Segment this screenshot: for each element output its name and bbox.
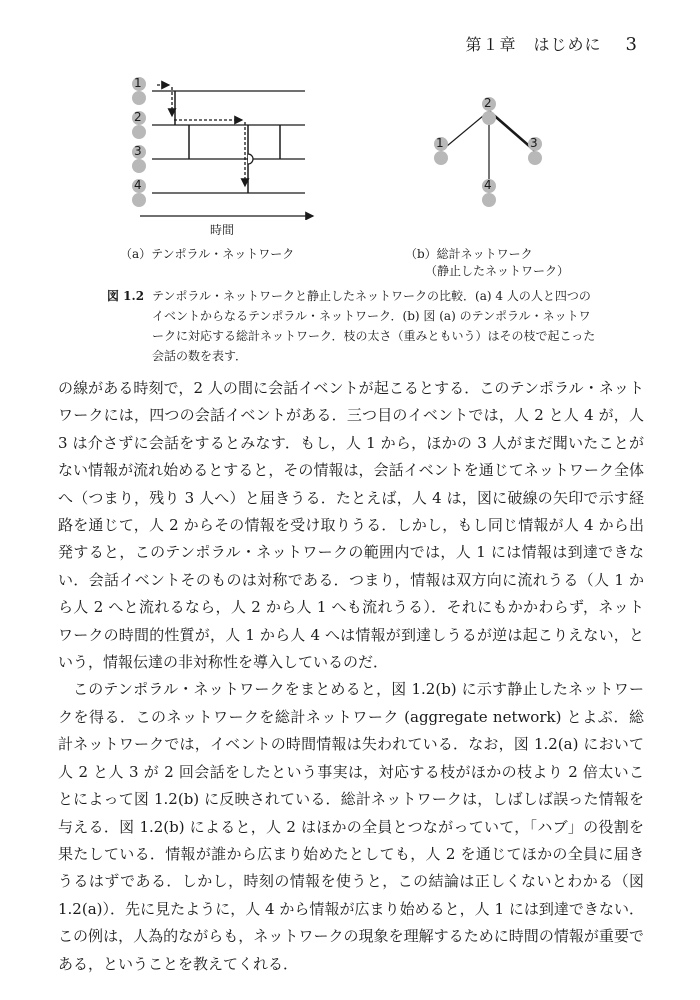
agg-node-4 [482,178,496,207]
subcaption-b [405,245,569,279]
svg-text:3: 3 [530,136,538,150]
figure-number: 図 1.2 [107,289,145,303]
person-node-1 [132,76,146,105]
line-hop [248,154,253,164]
time-axis-label: 時間 [210,223,235,237]
person-node-3 [132,144,146,173]
temporal-network [132,76,313,216]
svg-text:1: 1 [436,136,444,150]
person-node-4 [132,178,146,207]
chapter-title: 第１章 はじめに [465,35,602,54]
figure-1-2 [95,70,615,220]
node-label-3: 3 [134,144,142,158]
svg-text:2: 2 [484,96,492,110]
page-number: 3 [625,34,638,55]
subcaption-b-line2: （静止したネットワーク） [425,264,570,278]
person-node-2 [132,110,146,139]
paragraph: このテンポラル・ネットワークをまとめると，図 1.2(b) に示す静止したネットワークを得る．このネットワークを総計ネットワーク (aggregate network) とよぶ．総計ネットワークでは，イベントの時間情報は失われている．なお，図 1.2(a) において人 2 と人 3 が 2 回会話をしたという事実は，対応する枝がほかの枝より 2 倍太いことによって図 1.2(b) に反映されている．総計ネットワークは，しばしば誤った情報を与える．図 1.2(b) によると，人 2 はほかの全員とつながっていて，「ハブ」の役割を果たしている．情報が誰から広まり始めたとしても，人 2 を通じてほかの全員に届きうるはずである．しかし，時刻の情報を使うと，この結論は正しくないとわかる（図 1.2(a)）．先に見たように，人 4 から情報が広まり始めると，人 1 には到達できない．この例は，人為的ながらも，ネットワークの現象を理解するために時間の情報が重要である，ということを教えてくれる． [58,680,644,973]
node-label-1: 1 [134,76,142,90]
agg-node-3 [528,136,542,165]
figure-caption-text: テンポラル・ネットワークと静止したネットワークの比較．(a) 4 人の人と四つのイベントからなるテンポラル・ネットワーク．(b) 図 (a) のテンポラル・ネットワークに対応する総計ネットワーク．枝の太さ（重みともいう）はその枝で起こった会話の数を表す． [152,289,596,363]
info-path-dashed [157,85,245,186]
agg-node-2 [482,96,496,125]
figure-caption [107,286,602,366]
agg-node-1 [434,136,448,165]
paragraph: の線がある時刻で，2 人の間に会話イベントが起こるとする．このテンポラル・ネットワークには，四つの会話イベントがある．三つ目のイベントでは，人 2 と人 4 が，人 3 は介さずに会話をするとみなす．もし，人 1 から，ほかの 3 人がまだ聞いたことがない情報が流れ始めるとすると，その情報は，会話イベントを通じてネットワーク全体へ（つまり，残り 3 人へ）と届きうる．たとえば，人 4 は，図に破線の矢印で示す経路を通じて，人 2 からその情報を受け取りうる．しかし，もし同じ情報が人 4 から出発すると，このテンポラル・ネットワークの範囲内では，人 1 には情報は到達できない．会話イベントそのものは対称である．つまり，情報は双方向に流れうる（人 1 から人 2 へと流れるなら，人 2 から人 1 へも流れうる）．それにもかかわらず，ネットワークの時間的性質が，人 1 から人 4 へは情報が到達しうるが逆は起こりえない，という，情報伝達の非対称性を導入しているのだ． [58,379,644,672]
node-label-2: 2 [134,110,142,124]
subcaption-a: （a）テンポラル・ネットワーク [120,247,295,261]
body-text [58,375,644,978]
svg-text:4: 4 [484,178,492,192]
page-header [465,32,638,55]
aggregate-network [434,96,542,207]
node-label-4: 4 [134,178,142,192]
subcaption-b-line1: （b）総計ネットワーク [405,247,533,261]
edge-2-1 [441,111,489,151]
